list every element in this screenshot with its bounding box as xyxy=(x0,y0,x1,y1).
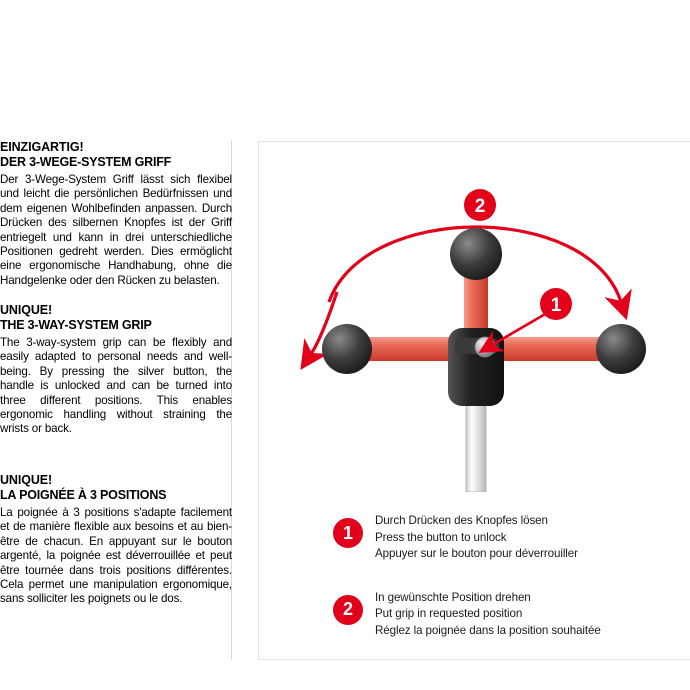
grip-arm-right xyxy=(495,337,613,361)
german-heading-secondary: DER 3-WEGE-SYSTEM GRIFF xyxy=(0,155,172,169)
legend-2-line-de: In gewünschte Position drehen xyxy=(375,590,531,604)
grip-hub xyxy=(448,328,504,406)
language-block-english xyxy=(0,303,232,437)
legend-text-2 xyxy=(375,589,601,640)
grip-ball-top xyxy=(450,228,502,280)
instruction-text-column xyxy=(0,140,232,660)
legend-1-line-de: Durch Drücken des Knopfes lösen xyxy=(375,514,548,527)
language-block-german xyxy=(0,140,232,288)
legend-2-line-en: Put grip in requested position xyxy=(375,607,523,620)
legend-list xyxy=(333,512,683,665)
legend-1-line-en: Press the button to unlock xyxy=(375,530,507,544)
callout-badge-1 xyxy=(540,288,572,320)
legend-text-1 xyxy=(375,512,578,563)
grip-illustration xyxy=(259,142,690,492)
legend-item-2 xyxy=(333,589,683,640)
callout-badge-2 xyxy=(464,189,496,221)
english-body-text: The 3-way-system grip can be flexibly and easily adapted to personal needs and well-being. By pressing the silver button, the handle is unlocked and can be turned into three different positions. This enables ergonomic handling without straining the wrists or back. xyxy=(0,336,232,436)
language-block-french xyxy=(0,473,232,607)
english-heading-primary: UNIQUE! xyxy=(0,303,53,317)
grip-ball-right xyxy=(596,324,646,374)
legend-1-line-fr: Appuyer sur le bouton pour déverrouiller xyxy=(375,547,578,560)
callout-badge-2-number: 2 xyxy=(474,196,486,217)
english-heading-secondary: THE 3-WAY-SYSTEM GRIP xyxy=(0,318,152,332)
french-body-text: La poignée à 3 positions s'adapte facilement et de manière flexible aux besoins et au bien-être de chacun. En appuyant sur le bouton argenté, la poignée est déverrouillée et peut être tournée dans trois positions différentes. Cela permet une manipulation ergonomique, sans solliciter les poignets ou le dos. xyxy=(0,506,232,606)
legend-item-1 xyxy=(333,512,683,563)
french-heading-secondary: LA POIGNÉE À 3 POSITIONS xyxy=(0,488,167,502)
legend-2-line-fr: Réglez la poignée dans la position souhaitée xyxy=(375,623,601,637)
callout-badge-1-number: 1 xyxy=(550,295,562,316)
illustration-panel xyxy=(258,141,690,660)
legend-badge-2: 2 xyxy=(333,595,363,625)
grip-ball-left xyxy=(322,324,372,374)
german-body-text: Der 3-Wege-System Griff lässt sich flexibel und leicht die persönlichen Bedürfnissen und dem eigenen Wohlbefinden anpassen. Durch Drücken des silbernen Knopfes ist der Griff entriegelt und kann in drei unterschiedliche Positionen gedreht werden. Dies ermöglicht eine ergonomische Handhabung, ohne die Handgelenke oder den Rücken zu belasten. xyxy=(0,173,232,287)
german-heading-primary: EINZIGARTIG! xyxy=(0,140,84,154)
silver-unlock-button xyxy=(475,337,495,357)
legend-badge-1: 1 xyxy=(333,518,363,548)
french-heading-primary: UNIQUE! xyxy=(0,473,53,487)
